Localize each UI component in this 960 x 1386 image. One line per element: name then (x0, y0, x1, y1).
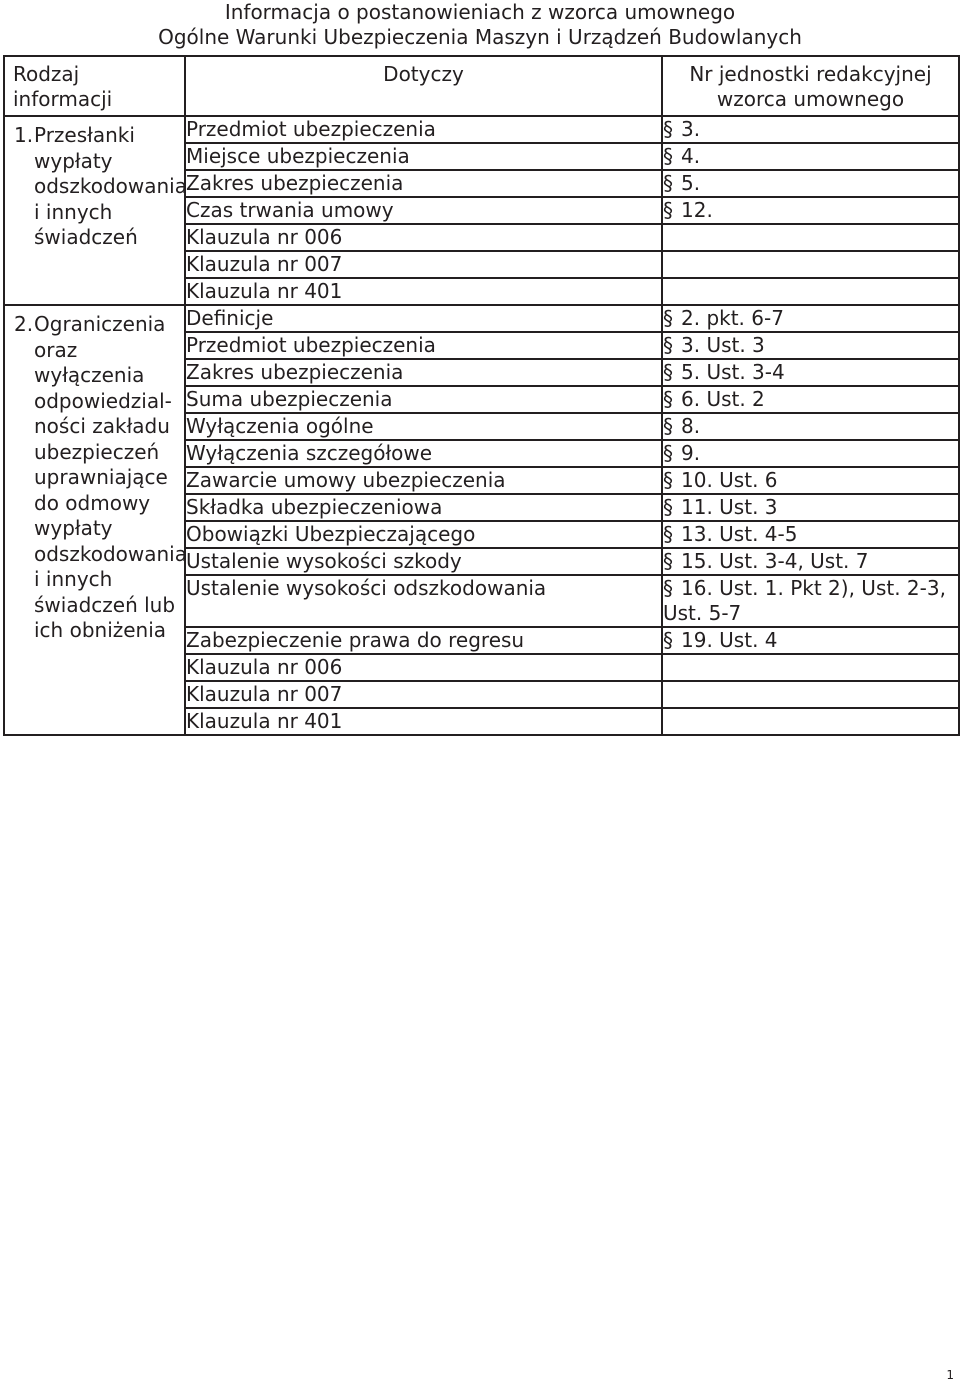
section-sign: § (663, 306, 673, 330)
unit-ref: 13. Ust. 4-5 (681, 522, 798, 546)
unit-ref-cell (662, 224, 959, 251)
section-sign: § (663, 468, 673, 492)
unit-ref-cell (662, 197, 959, 224)
section-sign: § (663, 333, 673, 357)
unit-ref: 15. Ust. 3-4, Ust. 7 (681, 549, 869, 573)
section-sign: § (663, 628, 673, 652)
unit-ref-cell (662, 359, 959, 386)
section-sign: § (663, 414, 673, 438)
unit-ref-cell (662, 494, 959, 521)
information-table (3, 55, 960, 736)
item-cell: Obowiązki Ubezpieczającego (185, 521, 662, 548)
unit-ref: 11. Ust. 3 (681, 495, 778, 519)
unit-ref: 9. (681, 441, 701, 465)
table-header-row (4, 56, 959, 116)
document-header (0, 0, 960, 50)
section-label: Ograniczenia oraz wyłączenia odpowiedzial-ności zakładu ubezpieczeń uprawniające do odmowy wypłaty odszkodowania i innych świadczeń lub ich obniżenia (34, 312, 187, 642)
section-sign: § (663, 144, 673, 168)
unit-ref-cell (662, 332, 959, 359)
unit-ref-cell (662, 467, 959, 494)
item-cell: Przedmiot ubezpieczenia (185, 332, 662, 359)
header-unit: Nr jednostki redakcyjnej wzorca umownego (662, 56, 959, 116)
item-cell: Definicje (185, 305, 662, 332)
item-cell: Przedmiot ubezpieczenia (185, 116, 662, 143)
table-row (4, 116, 959, 143)
item-cell: Wyłączenia ogólne (185, 413, 662, 440)
unit-ref-cell (662, 575, 959, 627)
unit-ref-cell (662, 708, 959, 735)
section-number: 1. (14, 123, 34, 147)
unit-ref-cell (662, 143, 959, 170)
item-cell: Zakres ubezpieczenia (185, 359, 662, 386)
document-title-line2: Ogólne Warunki Ubezpieczenia Maszyn i Urządzeń Budowlanych (158, 25, 802, 49)
item-cell: Zabezpieczenie prawa do regresu (185, 627, 662, 654)
section-number: 2. (14, 312, 34, 336)
unit-ref: 5. (681, 171, 701, 195)
unit-ref-cell (662, 440, 959, 467)
unit-ref: 4. (681, 144, 701, 168)
section-sign: § (663, 117, 673, 141)
item-cell: Klauzula nr 007 (185, 681, 662, 708)
unit-ref: 6. Ust. 2 (681, 387, 765, 411)
item-cell: Klauzula nr 007 (185, 251, 662, 278)
section-sign: § (663, 522, 673, 546)
unit-ref-cell (662, 278, 959, 305)
item-cell: Suma ubezpieczenia (185, 386, 662, 413)
item-cell: Zawarcie umowy ubezpieczenia (185, 467, 662, 494)
unit-ref: 8. (681, 414, 701, 438)
unit-ref-cell (662, 681, 959, 708)
document-title-line1: Informacja o postanowieniach z wzorca umownego (224, 0, 736, 24)
section-sign: § (663, 576, 673, 600)
item-cell: Czas trwania umowy (185, 197, 662, 224)
unit-ref-cell (662, 305, 959, 332)
unit-ref-cell (662, 386, 959, 413)
unit-ref: 2. pkt. 6-7 (681, 306, 784, 330)
item-cell: Ustalenie wysokości odszkodowania (185, 575, 662, 627)
unit-ref-cell (662, 521, 959, 548)
page-number: 1 (946, 1368, 954, 1382)
unit-ref: 3. Ust. 3 (681, 333, 765, 357)
section-category-cell (4, 305, 185, 735)
item-cell: Zakres ubezpieczenia (185, 170, 662, 197)
item-cell: Składka ubezpieczeniowa (185, 494, 662, 521)
item-cell: Miejsce ubezpieczenia (185, 143, 662, 170)
unit-ref-cell (662, 116, 959, 143)
item-cell: Klauzula nr 006 (185, 224, 662, 251)
unit-ref-cell (662, 627, 959, 654)
unit-ref: 10. Ust. 6 (681, 468, 778, 492)
header-type: Rodzaj informacji (4, 56, 185, 116)
unit-ref-cell (662, 654, 959, 681)
unit-ref: 16. Ust. 1. Pkt 2), Ust. 2-3, Ust. 5-7 (663, 576, 946, 625)
section-category (5, 306, 187, 644)
section-category (5, 117, 187, 251)
unit-ref-cell (662, 251, 959, 278)
table-row (4, 305, 959, 332)
unit-ref-cell (662, 413, 959, 440)
unit-ref-cell (662, 170, 959, 197)
table-body (4, 116, 959, 735)
item-cell: Klauzula nr 401 (185, 278, 662, 305)
unit-ref: 3. (681, 117, 701, 141)
item-cell: Klauzula nr 006 (185, 654, 662, 681)
section-sign: § (663, 198, 673, 222)
item-cell: Wyłączenia szczegółowe (185, 440, 662, 467)
section-sign: § (663, 171, 673, 195)
item-cell: Ustalenie wysokości szkody (185, 548, 662, 575)
section-label: Przesłanki wypłaty odszkodowania i innych świadczeń (34, 123, 187, 249)
unit-ref-cell (662, 548, 959, 575)
header-concerns: Dotyczy (185, 56, 662, 116)
section-sign: § (663, 495, 673, 519)
item-cell: Klauzula nr 401 (185, 708, 662, 735)
section-category-cell (4, 116, 185, 305)
section-sign: § (663, 360, 673, 384)
section-sign: § (663, 549, 673, 573)
unit-ref: 19. Ust. 4 (681, 628, 778, 652)
unit-ref: 5. Ust. 3-4 (681, 360, 785, 384)
unit-ref: 12. (681, 198, 713, 222)
section-sign: § (663, 387, 673, 411)
section-sign: § (663, 441, 673, 465)
